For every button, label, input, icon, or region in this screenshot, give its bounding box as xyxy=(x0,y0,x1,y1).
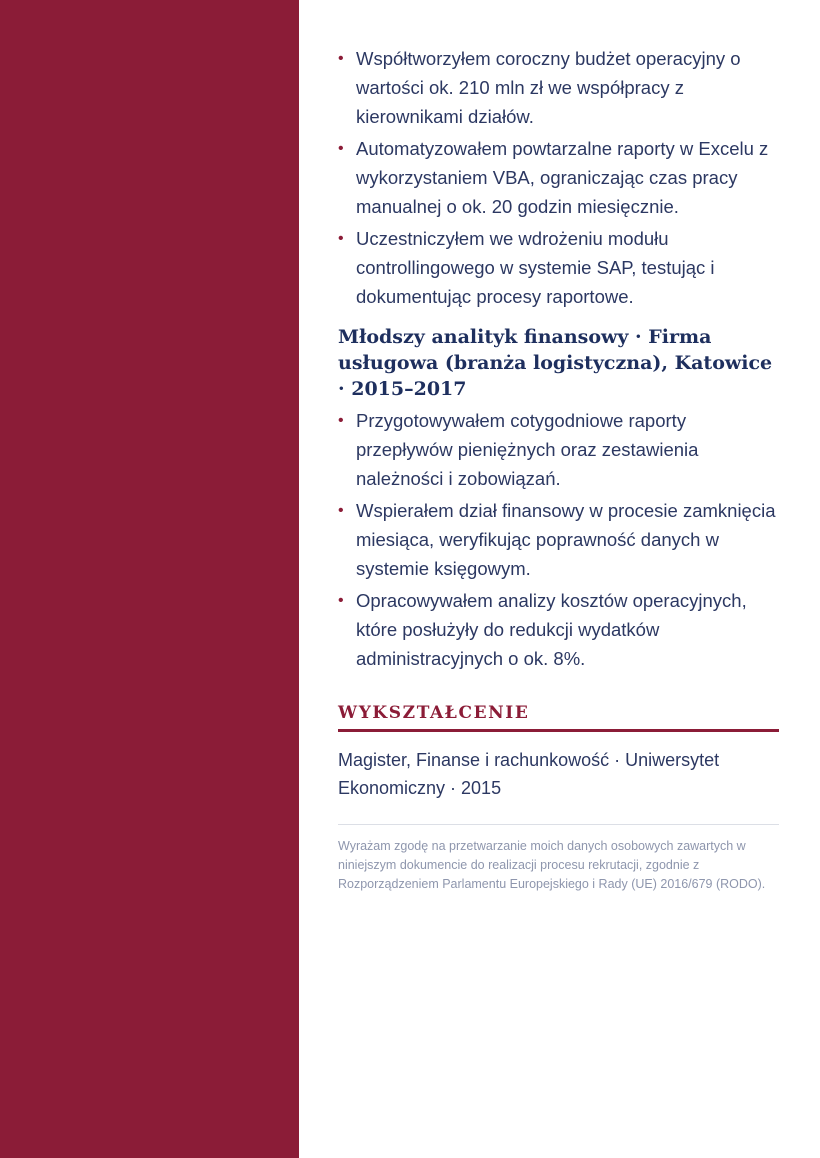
list-item: • Uczestniczyłem we wdrożeniu modułu controllingowego w systemie SAP, testując i dokumentując procesy raportowe. xyxy=(338,224,779,311)
list-item: • Opracowywałem analizy kosztów operacyjnych, które posłużyły do redukcji wydatków administracyjnych o ok. 8%. xyxy=(338,586,779,673)
list-item: • Automatyzowałem powtarzalne raporty w Excelu z wykorzystaniem VBA, ograniczając czas pracy manualnej o ok. 20 godzin miesięcznie. xyxy=(338,134,779,221)
bullet-icon: • xyxy=(338,140,344,157)
list-item: • Wspierałem dział finansowy w procesie zamknięcia miesiąca, weryfikując poprawność danych w systemie księgowym. xyxy=(338,496,779,583)
bullet-icon: • xyxy=(338,592,344,609)
bullet-icon: • xyxy=(338,230,344,247)
list-item: • Współtworzyłem coroczny budżet operacyjny o wartości ok. 210 mln zł we współpracy z kierownikami działów. xyxy=(338,44,779,131)
bullet-icon: • xyxy=(338,412,344,429)
consent-clause: Wyrażam zgodę na przetwarzanie moich danych osobowych zawartych w niniejszym dokumencie do realizacji procesu rekrutacji, zgodnie z Rozporządzeniem Parlamentu Europejskiego i Rady (UE) 2016/679 (RODO). xyxy=(338,839,766,891)
sidebar-panel xyxy=(0,0,299,1158)
main-content xyxy=(338,44,779,894)
job-bullets xyxy=(338,406,779,673)
education-entry: Magister, Finanse i rachunkowość · Uniwersytet Ekonomiczny · 2015 xyxy=(338,750,720,798)
bullet-icon: • xyxy=(338,50,344,67)
job-title: Młodszy analityk finansowy · Firma usługowa (branża logistyczna), Katowice · 2015–2017 xyxy=(338,326,773,400)
bullet-icon: • xyxy=(338,502,344,519)
list-item: • Przygotowywałem cotygodniowe raporty przepływów pieniężnych oraz zestawienia należności i zobowiązań. xyxy=(338,406,779,493)
education-section-title: WYKSZTAŁCENIE xyxy=(338,703,779,732)
previous-job-bullets xyxy=(338,44,779,311)
divider xyxy=(338,824,779,825)
